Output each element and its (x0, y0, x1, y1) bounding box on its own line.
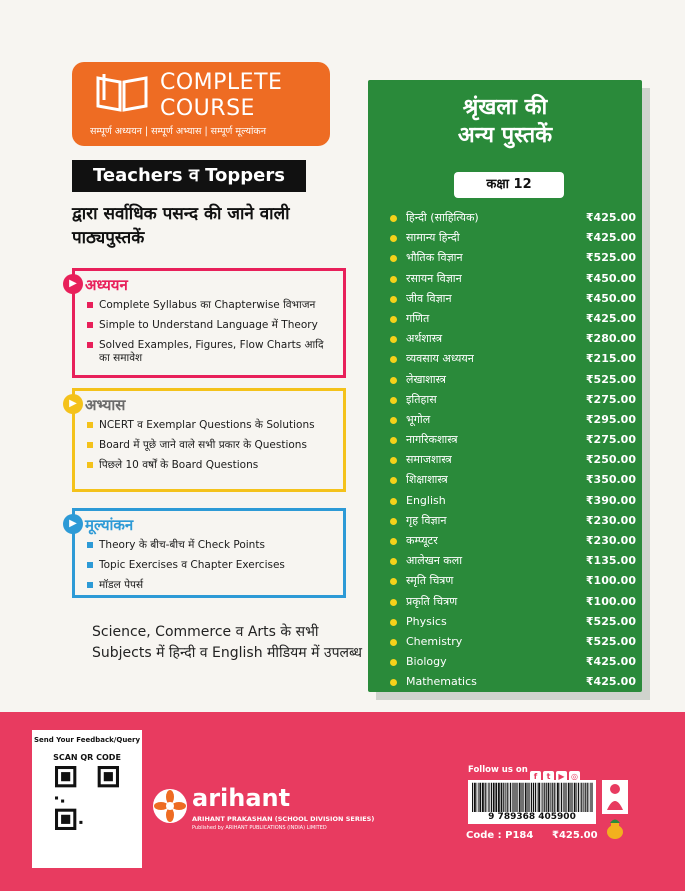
book-name: गृह विज्ञान (406, 513, 447, 527)
book-price-value: ₹425.00 (585, 211, 636, 224)
brand-title: COMPLETE COURSE (160, 70, 283, 121)
open-book-icon (94, 72, 150, 112)
book-name: Chemistry (406, 634, 463, 648)
list-item (390, 269, 636, 289)
brand-tagline: सम्पूर्ण अध्ययन | सम्पूर्ण अभ्यास | सम्पूर्ण मूल्यांकन (90, 126, 266, 137)
book-price-value: ₹525.00 (585, 614, 636, 628)
list-item (390, 612, 636, 632)
book-price-value: ₹230.00 (585, 513, 636, 527)
book-price-value: ₹425.00 (585, 231, 636, 245)
teachers-toppers-banner: Teachers व Toppers (72, 160, 306, 192)
book-name: व्यवसाय अध्ययन (406, 352, 474, 366)
youtube-icon[interactable]: ▶ (556, 771, 567, 782)
book-price: ₹425.00 (552, 830, 598, 841)
section-heading: अध्ययन (85, 276, 128, 294)
deity-icon (602, 780, 628, 814)
book-name: आलेखन कला (406, 554, 463, 568)
list-item: Simple to Understand Language में Theory (87, 319, 337, 332)
list-item (390, 248, 636, 268)
book-name: भूगोल (406, 412, 431, 426)
publisher-division: ARIHANT PRAKASHAN (SCHOOL DIVISION SERIES) (192, 815, 375, 823)
facebook-icon[interactable]: f (530, 771, 541, 782)
list-item (390, 511, 636, 531)
book-name: कम्प्यूटर (406, 534, 438, 547)
qr-caption: Send Your Feedback/Query (33, 736, 141, 744)
list-item: Theory के बीच-बीच में Check Points (87, 539, 337, 552)
section-evaluation (69, 508, 346, 598)
book-name: गणित (406, 311, 430, 325)
book-name: भौतिक विज्ञान (406, 251, 463, 265)
arrow-icon: ▶ (63, 394, 83, 414)
qr-card (32, 730, 142, 868)
list-item (390, 410, 636, 430)
arrow-icon: ▶ (63, 274, 83, 294)
list-item: पिछले 10 वर्षों के Board Questions (87, 459, 337, 472)
book-name: इतिहास (406, 392, 437, 406)
publisher-name: arihant (192, 784, 291, 812)
list-item (390, 370, 636, 390)
arihant-logo (152, 784, 375, 836)
book-price-value: ₹135.00 (585, 554, 636, 568)
social-icons (530, 764, 582, 781)
book-price-value: ₹280.00 (585, 332, 636, 346)
kalash-icon (604, 818, 626, 840)
book-name: हिन्दी (साहित्यिक) (406, 211, 479, 224)
preferred-text: द्वारा सर्वाधिक पसन्द की जाने वाली पाठ्यपुस्तकें (72, 204, 290, 248)
book-price-value: ₹275.00 (585, 433, 636, 447)
list-item (390, 571, 636, 591)
complete-course-logo (72, 62, 330, 146)
list-item (390, 289, 636, 309)
list-item (390, 551, 636, 571)
section-practice (69, 388, 346, 492)
book-price-value: ₹525.00 (585, 251, 636, 265)
isbn-number: 9 789368 405900 (468, 812, 596, 822)
series-price-panel (368, 80, 642, 692)
book-name: Biology (406, 655, 447, 669)
book-price-value: ₹275.00 (585, 392, 636, 406)
list-item: Topic Exercises व Chapter Exercises (87, 559, 337, 572)
list-item: Solved Examples, Figures, Flow Charts आदि का समावेश (87, 339, 337, 365)
book-price-value: ₹425.00 (585, 311, 636, 325)
book-name: समाजशास्त्र (406, 453, 452, 467)
book-price-value: ₹230.00 (585, 534, 636, 547)
list-item (390, 470, 636, 490)
book-name: नागरिकशास्त्र (406, 433, 458, 447)
list-item: NCERT व Exemplar Questions के Solutions (87, 419, 337, 432)
list-item (390, 208, 636, 228)
book-name: लेखाशास्त्र (406, 372, 446, 386)
series-title: श्रृंखला की अन्य पुस्तकें (457, 95, 553, 148)
list-item: Board में पूछे जाने वाले सभी प्रकार के Questions (87, 439, 337, 452)
list-item (390, 632, 636, 652)
follow-us-label: Follow us on (468, 765, 528, 775)
book-name: Mathematics (406, 675, 477, 689)
book-name: English (406, 493, 446, 507)
list-item: मॉडल पेपर्स (87, 579, 337, 592)
book-price-value: ₹100.00 (585, 574, 636, 588)
list-item (390, 430, 636, 450)
arrow-icon: ▶ (63, 514, 83, 534)
book-price-value: ₹250.00 (585, 453, 636, 467)
book-name: जीव विज्ञान (406, 291, 452, 305)
list-item: Complete Syllabus का Chapterwise विभाजन (87, 299, 337, 312)
book-price-value: ₹450.00 (585, 291, 636, 305)
flower-logo-icon (152, 788, 188, 824)
class-badge: कक्षा 12 (454, 172, 564, 198)
book-name: प्रकृति चित्रण (406, 594, 458, 608)
publisher-company: Published by ARIHANT PUBLICATIONS (INDIA) LIMITED (192, 825, 327, 831)
book-name: स्मृति चित्रण (406, 574, 454, 588)
book-price-value: ₹525.00 (585, 634, 636, 648)
book-price-value: ₹450.00 (585, 271, 636, 285)
list-item (390, 491, 636, 511)
list-item (390, 450, 636, 470)
book-price-list (390, 208, 636, 693)
section-study (69, 268, 346, 378)
section-heading: मूल्यांकन (85, 516, 134, 534)
book-name: अर्थशास्त्र (406, 332, 443, 346)
list-item (390, 672, 636, 692)
book-price-value: ₹425.00 (585, 655, 636, 669)
list-item (390, 349, 636, 369)
book-price-value: ₹425.00 (585, 675, 636, 689)
book-price-value: ₹295.00 (585, 412, 636, 426)
list-item (390, 329, 636, 349)
book-name: Physics (406, 614, 447, 628)
list-item (390, 228, 636, 248)
book-name: शिक्षाशास्त्र (406, 473, 448, 487)
product-code: Code : P184 (466, 830, 534, 841)
qr-code-icon[interactable] (55, 766, 119, 830)
list-item (390, 309, 636, 329)
twitter-icon[interactable]: t (543, 771, 554, 782)
book-price-value: ₹215.00 (585, 352, 636, 366)
book-price-value: ₹390.00 (585, 493, 636, 507)
book-price-value: ₹350.00 (585, 473, 636, 487)
list-item (390, 592, 636, 612)
list-item (390, 531, 636, 551)
instagram-icon[interactable]: ◎ (569, 771, 580, 782)
book-name: सामान्य हिन्दी (406, 231, 460, 245)
section-heading: अभ्यास (85, 396, 126, 414)
list-item (390, 652, 636, 672)
book-name: रसायन विज्ञान (406, 271, 462, 285)
book-price-value: ₹525.00 (585, 372, 636, 386)
list-item (390, 390, 636, 410)
qr-scan-label: SCAN QR CODE (53, 753, 121, 762)
book-price-value: ₹100.00 (585, 594, 636, 608)
availability-text: Science, Commerce व Arts के सभी Subjects में हिन्दी व English मीडियम में उपलब्ध (92, 624, 363, 661)
